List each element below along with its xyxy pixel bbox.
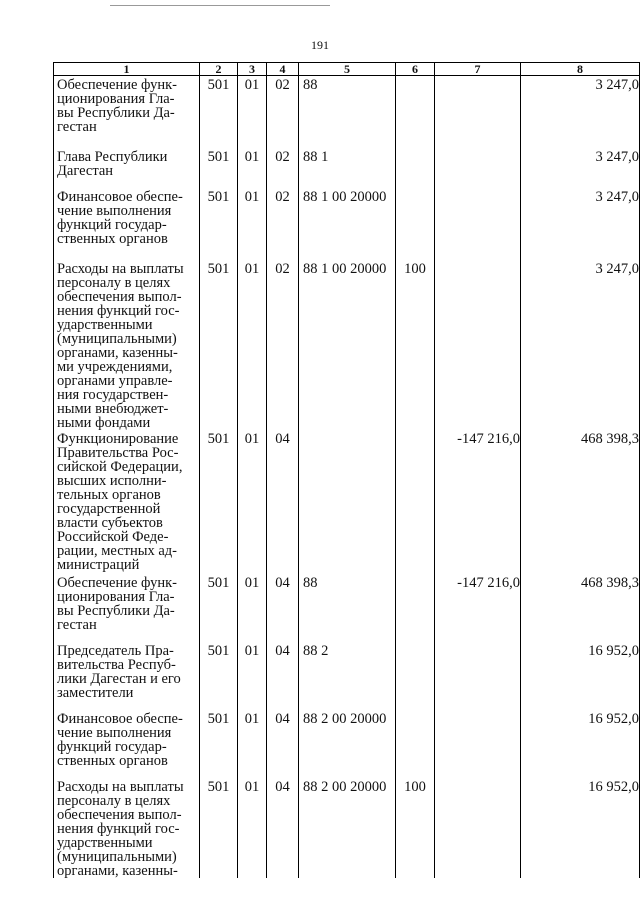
top-rule — [110, 5, 330, 6]
table-row — [54, 148, 640, 188]
cell-expense-type — [396, 642, 435, 710]
cell-code: 501 — [200, 76, 238, 149]
table-row — [54, 574, 640, 642]
cell-amount: 468 398,3 — [521, 574, 640, 642]
column-header: 8 — [521, 63, 640, 76]
cell-target — [299, 430, 396, 574]
cell-section: 01 — [238, 260, 267, 430]
row-name: Финансовое обеспе- чение выполнения функций государ- ственных органов — [54, 710, 200, 778]
cell-subsection: 04 — [267, 574, 299, 642]
column-header: 2 — [200, 63, 238, 76]
row-name: Финансовое обеспе- чение выполнения функций государ- ственных органов — [54, 188, 200, 260]
cell-section: 01 — [238, 642, 267, 710]
cell-amount: 3 247,0 — [521, 188, 640, 260]
column-header: 4 — [267, 63, 299, 76]
cell-change — [435, 76, 521, 149]
cell-subsection: 04 — [267, 710, 299, 778]
cell-code: 501 — [200, 188, 238, 260]
row-name: Обеспечение функ- ционирования Гла- вы Республики Да- гестан — [54, 574, 200, 642]
cell-code: 501 — [200, 778, 238, 878]
table-row — [54, 76, 640, 149]
cell-target: 88 2 00 20000 — [299, 778, 396, 878]
column-header: 3 — [238, 63, 267, 76]
cell-expense-type — [396, 710, 435, 778]
cell-code: 501 — [200, 260, 238, 430]
cell-subsection: 02 — [267, 148, 299, 188]
cell-section: 01 — [238, 710, 267, 778]
cell-subsection: 02 — [267, 188, 299, 260]
page-number: 191 — [311, 38, 329, 52]
cell-subsection: 04 — [267, 642, 299, 710]
column-header: 7 — [435, 63, 521, 76]
cell-change — [435, 778, 521, 878]
table-row — [54, 710, 640, 778]
row-name: Расходы на выплаты персоналу в целях обеспечения выпол- нения функций гос- ударственными (муниципальными) органами, казенны- — [54, 778, 200, 878]
cell-expense-type — [396, 76, 435, 149]
cell-code: 501 — [200, 642, 238, 710]
cell-target: 88 1 00 20000 — [299, 260, 396, 430]
cell-section: 01 — [238, 188, 267, 260]
row-name: Расходы на выплаты персоналу в целях обеспечения выпол- нения функций гос- ударственными (муниципальными) органами, казенны- ми учреждениями, органами управле- ния государствен- ными внебюджет- ными фондами — [54, 260, 200, 430]
cell-code: 501 — [200, 574, 238, 642]
cell-section: 01 — [238, 778, 267, 878]
cell-section: 01 — [238, 148, 267, 188]
cell-amount: 16 952,0 — [521, 710, 640, 778]
cell-change: -147 216,0 — [435, 574, 521, 642]
cell-amount: 16 952,0 — [521, 642, 640, 710]
cell-change — [435, 148, 521, 188]
budget-table — [53, 62, 640, 878]
cell-target: 88 2 00 20000 — [299, 710, 396, 778]
cell-amount: 3 247,0 — [521, 76, 640, 149]
table-row — [54, 188, 640, 260]
row-name: Обеспечение функ- ционирования Гла- вы Республики Да- гестан — [54, 76, 200, 149]
cell-subsection: 02 — [267, 76, 299, 149]
column-header: 6 — [396, 63, 435, 76]
table-row — [54, 778, 640, 878]
cell-subsection: 04 — [267, 778, 299, 878]
row-name: Председатель Пра- вительства Респуб- лики Дагестан и его заместители — [54, 642, 200, 710]
table-row — [54, 430, 640, 574]
column-header: 1 — [54, 63, 200, 76]
cell-change — [435, 710, 521, 778]
header-row — [54, 63, 640, 76]
cell-amount: 16 952,0 — [521, 778, 640, 878]
cell-subsection: 04 — [267, 430, 299, 574]
cell-code: 501 — [200, 710, 238, 778]
cell-amount: 3 247,0 — [521, 148, 640, 188]
cell-code: 501 — [200, 148, 238, 188]
cell-expense-type — [396, 430, 435, 574]
cell-section: 01 — [238, 76, 267, 149]
cell-section: 01 — [238, 430, 267, 574]
row-name: Глава Республики Дагестан — [54, 148, 200, 188]
cell-change — [435, 260, 521, 430]
cell-expense-type — [396, 574, 435, 642]
cell-target: 88 1 — [299, 148, 396, 188]
cell-section: 01 — [238, 574, 267, 642]
row-name: Функционирование Правительства Рос- сийской Федерации, высших исполни- тельных органов государственной власти субъектов Российской Феде- рации, местных ад- министраций — [54, 430, 200, 574]
cell-change: -147 216,0 — [435, 430, 521, 574]
cell-amount: 468 398,3 — [521, 430, 640, 574]
cell-expense-type: 100 — [396, 260, 435, 430]
cell-code: 501 — [200, 430, 238, 574]
column-header: 5 — [299, 63, 396, 76]
cell-expense-type: 100 — [396, 778, 435, 878]
cell-target: 88 — [299, 574, 396, 642]
cell-target: 88 2 — [299, 642, 396, 710]
cell-target: 88 — [299, 76, 396, 149]
cell-expense-type — [396, 148, 435, 188]
cell-target: 88 1 00 20000 — [299, 188, 396, 260]
cell-subsection: 02 — [267, 260, 299, 430]
cell-change — [435, 642, 521, 710]
cell-expense-type — [396, 188, 435, 260]
table-row — [54, 260, 640, 430]
table-row — [54, 642, 640, 710]
cell-amount: 3 247,0 — [521, 260, 640, 430]
cell-change — [435, 188, 521, 260]
